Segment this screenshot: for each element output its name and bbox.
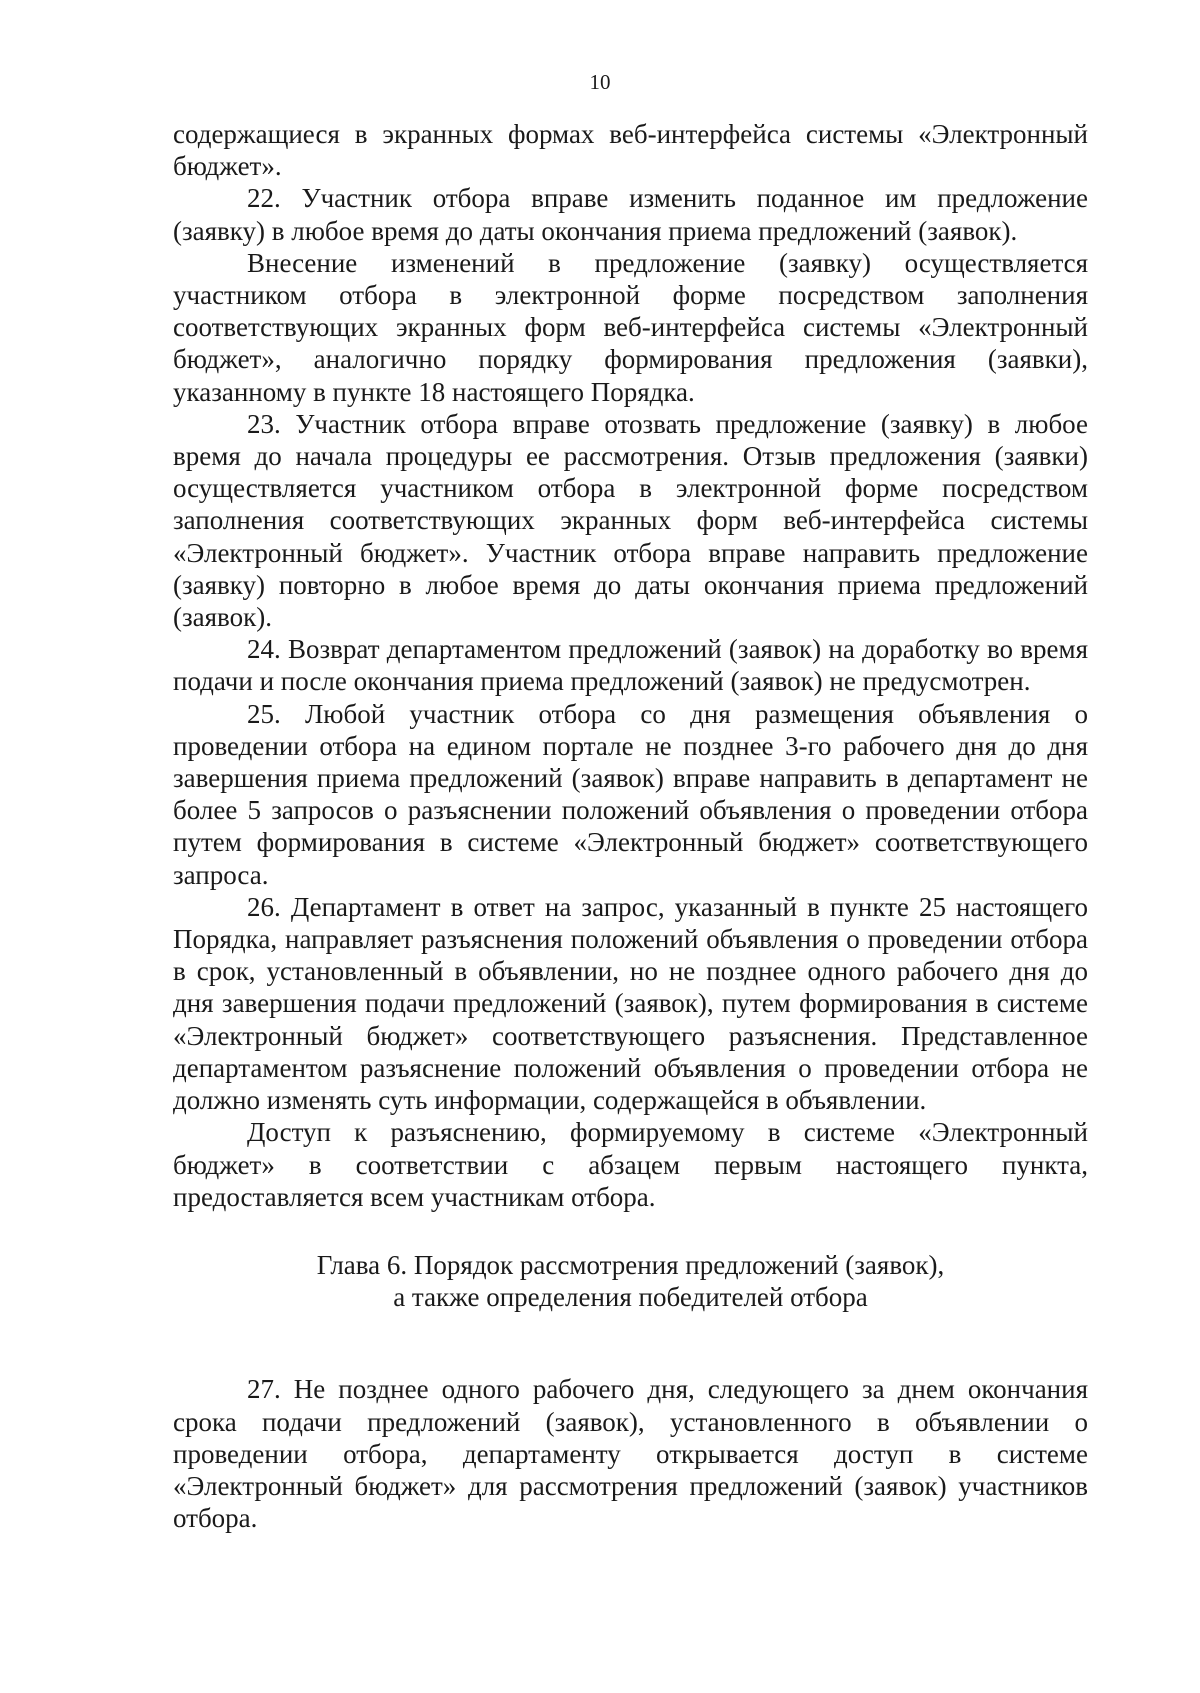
paragraph-26-access: Доступ к разъяснению, формируемому в системе «Электронный бюджет» в соответствии с абзацем первым настоящего пункта, предоставляется всем участникам отбора. (173, 1117, 1088, 1212)
paragraph-continuation: содержащиеся в экранных формах веб-интерфейса системы «Электронный бюджет». (173, 119, 1088, 182)
chapter-heading-line-1: Глава 6. Порядок рассмотрения предложений (заявок), (316, 1249, 945, 1280)
paragraph-26: 26. Департамент в ответ на запрос, указанный в пункте 25 настоящего Порядка, направляет разъяснения положений объявления о проведении отбора в срок, установленный в объявлении, но не позднее одного рабочего дня до дня завершения подачи предложений (заявок), путем формирования в системе «Электронный бюджет» соответствующего разъяснения. Представленное департаментом разъяснение положений объявления о проведении отбора не должно изменять суть информации, содержащейся в объявлении. (173, 891, 1088, 1116)
paragraph-23: 23. Участник отбора вправе отозвать предложение (заявку) в любое время до начала процедуры ее рассмотрения. Отзыв предложения (заявки) осуществляется участником отбора в электронной форме посредством заполнения соответствующих экранных форм веб-интерфейса системы «Электронный бюджет». Участник отбора вправе направить предложение (заявку) повторно в любое время до даты окончания приема предложений (заявок). (173, 408, 1088, 633)
chapter-heading-line-2: а также определения победителей отбора (393, 1282, 868, 1313)
chapter-heading (173, 1249, 1088, 1313)
paragraph-25: 25. Любой участник отбора со дня размещения объявления о проведении отбора на едином портале не позднее 3-го рабочего дня до дня завершения приема предложений (заявок) вправе направить в департамент не более 5 запросов о разъяснении положений объявления о проведении отбора путем формирования в системе «Электронный бюджет» соответствующего запроса. (173, 698, 1088, 890)
paragraph-22-changes: Внесение изменений в предложение (заявку) осуществляется участником отбора в электронной форме посредством заполнения соответствующих экранных форм веб-интерфейса системы «Электронный бюджет», аналогично порядку формирования предложения (заявки), указанному в пункте 18 настоящего Порядка. (173, 247, 1088, 407)
page-number: 10 (589, 70, 611, 94)
paragraph-27: 27. Не позднее одного рабочего дня, следующего за днем окончания срока подачи предложений (заявок), установленного в объявлении о проведении отбора, департаменту открывается доступ в системе «Электронный бюджет» для рассмотрения предложений (заявок) участников отбора. (173, 1374, 1088, 1534)
document-body (173, 118, 1088, 1534)
paragraph-24: 24. Возврат департаментом предложений (заявок) на доработку во время подачи и после окончания приема предложений (заявок) не предусмотрен. (173, 634, 1088, 697)
paragraph-22: 22. Участник отбора вправе изменить поданное им предложение (заявку) в любое время до даты окончания приема предложений (заявок). (173, 183, 1088, 246)
